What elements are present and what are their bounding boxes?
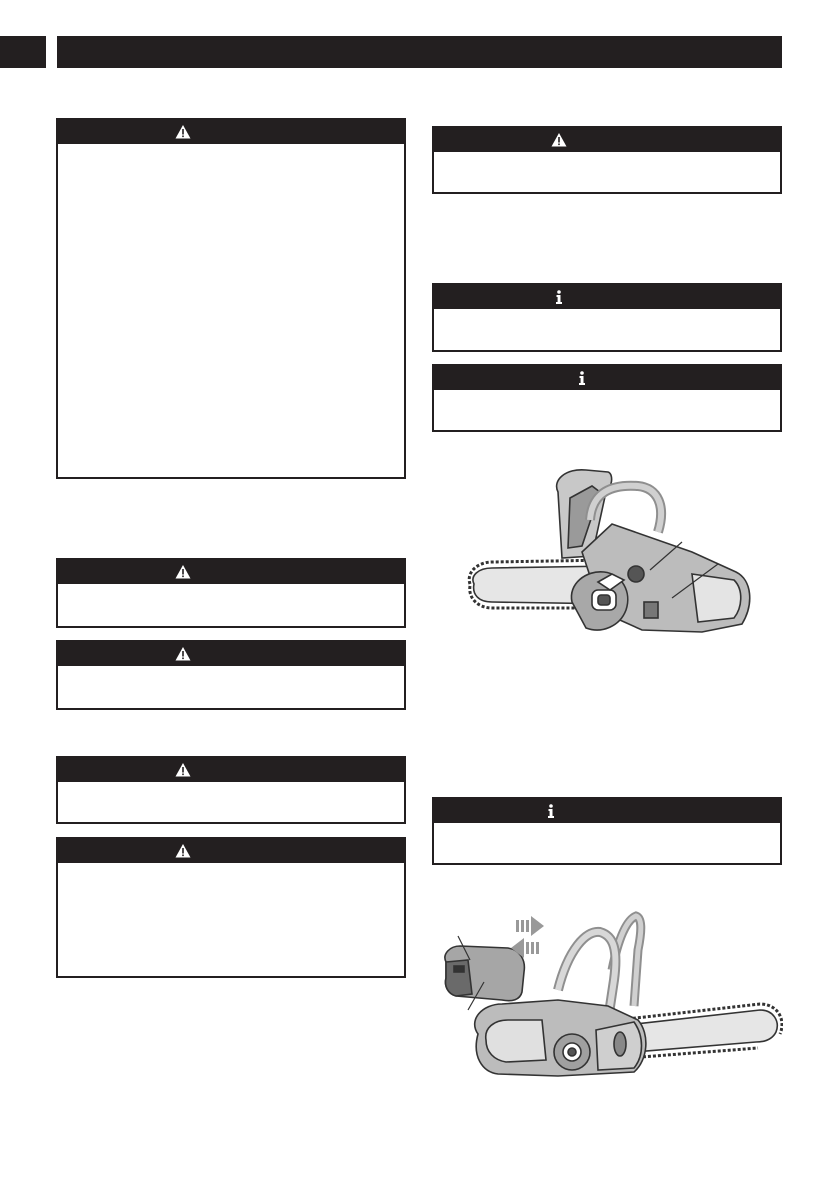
info-icon	[574, 370, 590, 386]
page-tab	[0, 36, 46, 68]
warning-triangle-icon	[175, 564, 191, 580]
info-icon	[543, 803, 559, 819]
warning-header	[58, 839, 404, 863]
info-header	[434, 366, 780, 390]
warning-header	[58, 758, 404, 782]
warning-box-3	[56, 640, 406, 710]
warning-triangle-icon	[175, 762, 191, 778]
info-icon	[551, 289, 567, 305]
warning-box-4	[56, 756, 406, 824]
warning-header	[58, 642, 404, 666]
info-box-2	[432, 364, 782, 432]
warning-triangle-icon	[175, 646, 191, 662]
warning-box-2	[56, 558, 406, 628]
warning-box-5	[56, 837, 406, 978]
warning-triangle-icon	[551, 132, 567, 148]
info-box-1	[432, 283, 782, 352]
battery-insertion-figure	[438, 910, 783, 1086]
chainsaw-battery-illustration	[445, 916, 782, 1076]
warning-triangle-icon	[175, 843, 191, 859]
insert-arrow-icon	[516, 916, 544, 936]
info-box-3	[432, 797, 782, 865]
warning-triangle-icon	[175, 124, 191, 140]
warning-box-1	[56, 118, 406, 479]
chainsaw-illustration	[469, 470, 749, 632]
warning-header	[434, 128, 780, 152]
warning-header	[58, 120, 404, 144]
warning-header	[58, 560, 404, 584]
warning-box-6	[432, 126, 782, 194]
info-header	[434, 799, 780, 823]
chainsaw-rear-view-figure	[462, 462, 762, 650]
info-header	[434, 285, 780, 309]
section-header-bar	[57, 36, 782, 68]
